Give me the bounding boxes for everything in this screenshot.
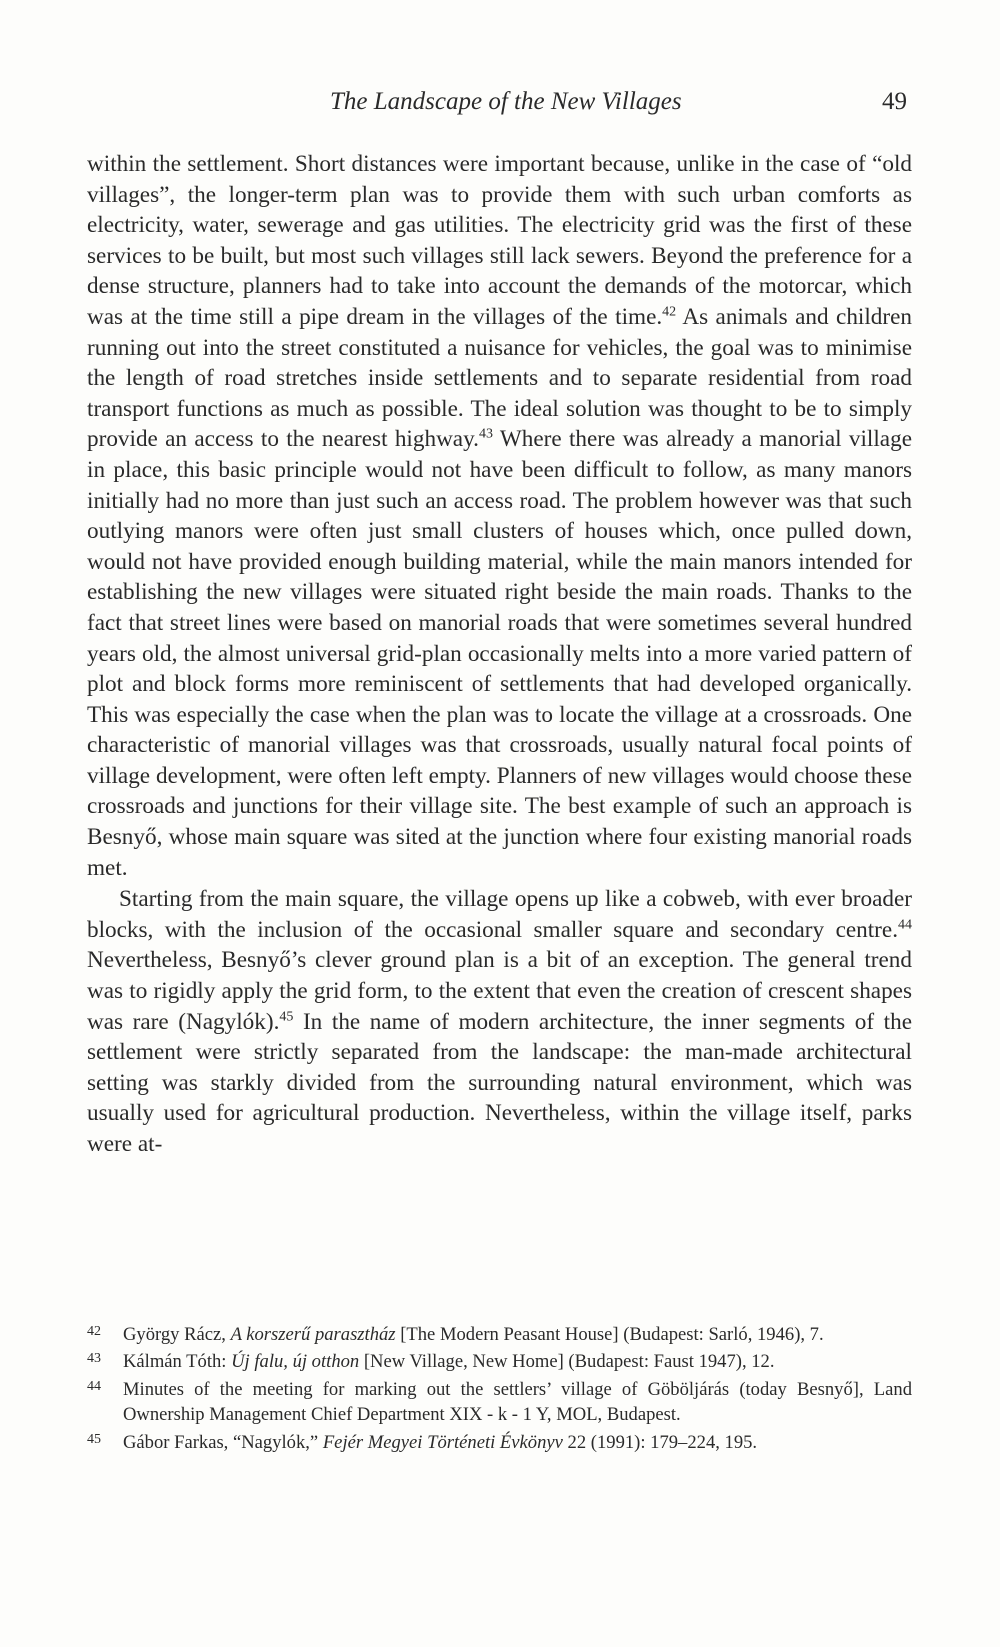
paragraph-2 [87,884,912,1159]
paragraph-text: within the settlement. Short distances were important because, unlike in the case of “old villages”, the longer-term plan was to provide them with such urban comforts as electricity, water, sewerage and gas utilities. The electricity grid was the first of these services to be built, but most such villages still lack sewers. Beyond the preference for a dense structure, planners had to take into account the demands of the motorcar, which was at the time still a pipe dream in the villages of the time. [87,151,912,330]
footnote-43 [87,1349,912,1374]
paragraph-text: Nevertheless, Besnyő’s clever ground plan is a bit of an exception. The general trend was to rigidly apply the grid form, to the extent that even the creation of crescent shapes was rare (Nagylók). [87,947,912,1035]
page-number: 49 [882,88,907,115]
footnote-number: 45 [87,1431,101,1447]
footnote-ref-44: 44 [898,917,912,933]
footnote-text-part: Gábor Farkas, “Nagylók,” [123,1431,323,1453]
paragraph-text: As animals and children running out into the street constituted a nuisance for vehicles, the goal was to minimise the length of road stretches inside settlements and to separate residential from road transport functions as much as possible. The ideal solution was thought to be to simply provide an access to the nearest highway. [87,303,913,453]
footnote-number: 43 [87,1351,101,1367]
footnote-ref-45: 45 [279,1008,294,1024]
footnote-text [123,1377,912,1428]
paragraph-text: In the name of modern architecture, the inner segments of the settlement were strictly separated from the landscape: the man-made architectural setting was starkly divided from the surrounding natural environment, which was usually used for agricultural production. Nevertheless, within the village itself, parks were at- [87,1008,912,1157]
running-title: The Landscape of the New Villages [330,88,682,115]
footnote-text-part: 22 (1991): 179–224, 195. [562,1431,758,1453]
paragraph-text: Starting from the main square, the village opens up like a cobweb, with ever broader blocks, with the inclusion of the occasional smaller square and secondary centre. [87,886,912,943]
footnotes [87,1322,912,1457]
body-text [87,149,912,1160]
footnote-ref-43: 43 [478,426,493,442]
footnote-title: Fejér Megyei Történeti Évkönyv [322,1431,563,1453]
paragraph-text: Where there was already a manorial village in place, this basic principle would not have been difficult to follow, as many manors initially had no more than just such an access road. The problem however was that such outlying manors were often just small clusters of houses which, once pulled down, would not have provided enough building material, while the main manors intended for establishing the new villages were situated right beside the main roads. Thanks to the fact that street lines were based on manorial roads that were sometimes several hundred years old, the almost universal grid-plan occasionally melts into a more varied pattern of plot and block forms more reminiscent of settlements that had developed organically. This was especially the case when the plan was to locate the village at a crossroads. One characteristic of manorial villages was that crossroads, usually natural focal points of village development, were often left empty. Planners of new villages would choose these crossroads and junctions for their village site. The best example of such an approach is Besnyő, whose main square was sited at the junction where four existing manorial roads met. [87,426,912,881]
footnote-text [123,1349,912,1374]
running-head [0,84,1000,120]
paragraph-1 [87,149,912,883]
footnote-text-part: György Rácz, [123,1324,231,1345]
footnote-text-part: Kálmán Tóth: [123,1351,232,1373]
footnote-text [123,1430,912,1455]
footnote-text-part: [The Modern Peasant House] (Budapest: Sarló, 1946), 7. [395,1324,824,1345]
footnote-number: 44 [87,1378,101,1394]
footnote-title: Új falu, új otthon [231,1351,360,1373]
footnote-44 [87,1377,912,1428]
footnote-ref-42: 42 [662,304,677,320]
footnote-title: A korszerű parasztház [230,1324,396,1345]
footnote-text-part: [New Village, New Home] (Budapest: Faust 1947), 12. [359,1351,775,1373]
footnote-text-part: Minutes of the meeting for marking out the settlers’ village of Göböljárás (today Besnyő], Land Ownership Management Chief Department XIX - k - 1 Y, MOL, Budapest. [123,1378,912,1426]
footnote-45 [87,1430,912,1455]
footnote-text [123,1322,912,1347]
footnote-number: 42 [87,1324,101,1339]
footnote-42 [87,1322,912,1347]
